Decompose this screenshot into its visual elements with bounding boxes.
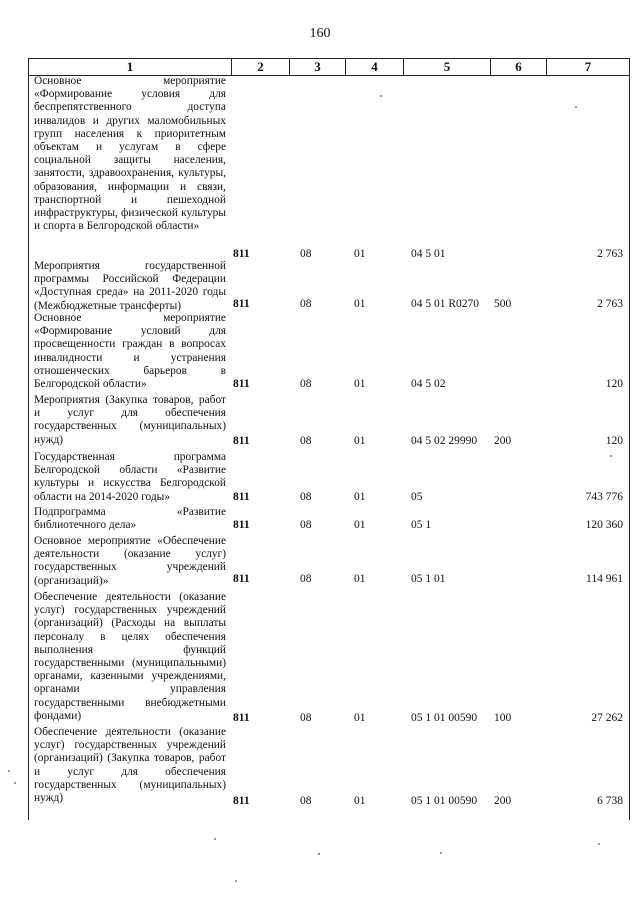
scan-speck xyxy=(235,880,237,882)
header-col-5: 5 xyxy=(403,59,490,75)
cell-amount: 120 xyxy=(605,435,623,447)
table-row xyxy=(29,260,629,316)
cell-section: 08 xyxy=(300,573,312,585)
cell-target-article: 04 5 01 xyxy=(411,248,446,260)
scan-speck xyxy=(380,95,382,97)
cell-amount: 2 763 xyxy=(597,298,623,310)
cell-subsection: 01 xyxy=(354,573,366,585)
header-col-1: 1 xyxy=(126,59,134,74)
budget-table xyxy=(28,58,630,820)
table-row xyxy=(29,394,629,450)
table-header-row xyxy=(29,58,629,76)
cell-subsection: 01 xyxy=(354,795,366,807)
row-description: Основное мероприятие «Формирование условия для беспрепятственного доступа инвалидов и других маломобильных групп населения к приоритетным объектам и услугам в сфере социальной защиты населения, занятости, здравоохранения, культуры, образования, информации и связи, транспортной и пешеходной инфраструктуры, физической культуры и спорта в Белгородской области» xyxy=(34,75,226,233)
row-description: Основное мероприятие «Формирование условий для просвещенности граждан в вопросах инвалидности и устранения отношенческих барьеров в Белгородской области» xyxy=(34,312,226,391)
cell-amount: 2 763 xyxy=(597,248,623,260)
cell-target-article: 04 5 02 xyxy=(411,378,446,390)
table-row xyxy=(29,506,629,536)
cell-ministry: 811 xyxy=(233,573,250,585)
cell-section: 08 xyxy=(300,378,312,390)
scan-speck xyxy=(610,455,612,457)
cell-ministry: 811 xyxy=(233,491,250,503)
cell-section: 08 xyxy=(300,435,312,447)
cell-target-article: 05 1 01 00590 xyxy=(411,795,478,807)
header-col-7: 7 xyxy=(546,59,629,75)
table-row xyxy=(29,591,629,727)
cell-section: 08 xyxy=(300,712,312,724)
header-col-3: 3 xyxy=(289,59,345,75)
cell-subsection: 01 xyxy=(354,491,366,503)
cell-target-article: 05 1 01 00590 xyxy=(411,712,478,724)
cell-subsection: 01 xyxy=(354,435,366,447)
scan-speck xyxy=(14,782,16,784)
cell-amount: 27 262 xyxy=(591,712,623,724)
cell-target-article: 05 1 01 xyxy=(411,573,446,585)
cell-amount: 114 961 xyxy=(586,573,623,585)
cell-expense-type: 200 xyxy=(494,795,512,807)
header-col-2: 2 xyxy=(231,59,289,75)
cell-expense-type: 100 xyxy=(494,712,512,724)
table-row xyxy=(29,75,629,266)
row-description: Мероприятия государственной программы Российской Федерации «Доступная среда» на 2011-2020 годы (Межбюджетные трансферты) xyxy=(34,260,226,312)
cell-ministry: 811 xyxy=(233,519,250,531)
cell-amount: 743 776 xyxy=(585,491,623,503)
cell-section: 08 xyxy=(300,795,312,807)
cell-expense-type: 500 xyxy=(494,298,512,310)
cell-amount: 6 738 xyxy=(597,795,623,807)
cell-section: 08 xyxy=(300,519,312,531)
table-row xyxy=(29,312,629,394)
cell-ministry: 811 xyxy=(233,298,250,310)
scan-speck xyxy=(8,770,10,772)
cell-amount: 120 360 xyxy=(585,519,623,531)
page-number: 160 xyxy=(309,26,331,41)
cell-expense-type: 200 xyxy=(494,435,512,447)
scan-speck xyxy=(318,853,320,855)
cell-subsection: 01 xyxy=(354,712,366,724)
cell-ministry: 811 xyxy=(233,712,250,724)
cell-ministry: 811 xyxy=(233,795,250,807)
table-row xyxy=(29,535,629,591)
row-description: Основное мероприятие «Обеспечение деятельности (оказание услуг) государственных учреждений (организаций)» xyxy=(34,535,226,587)
scan-speck xyxy=(440,852,442,854)
cell-ministry: 811 xyxy=(233,248,250,260)
row-description: Подпрограмма «Развитие библиотечного дела» xyxy=(34,506,226,532)
cell-ministry: 811 xyxy=(233,378,250,390)
cell-target-article: 04 5 02 29990 xyxy=(411,435,478,447)
cell-section: 08 xyxy=(300,298,312,310)
cell-subsection: 01 xyxy=(354,378,366,390)
cell-amount: 120 xyxy=(605,378,623,390)
header-col-4: 4 xyxy=(345,59,403,75)
table-row xyxy=(29,726,629,820)
cell-subsection: 01 xyxy=(354,519,366,531)
table-row xyxy=(29,451,629,507)
scan-speck xyxy=(575,106,577,108)
cell-target-article: 05 xyxy=(411,491,423,503)
row-description: Обеспечение деятельности (оказание услуг) государственных учреждений (организаций) (Расходы на выплаты персоналу в целях обеспечения выполнения функций государственными (муниципальными) органами, казенными учреждениями, органами управления государственными внебюджетными фондами) xyxy=(34,591,226,722)
cell-subsection: 01 xyxy=(354,248,366,260)
cell-section: 08 xyxy=(300,248,312,260)
row-description: Мероприятия (Закупка товаров, работ и услуг для обеспечения государственных (муниципальных) нужд) xyxy=(34,394,226,446)
row-description: Государственная программа Белгородской области «Развитие культуры и искусства Белгородской области на 2014-2020 годы» xyxy=(34,451,226,503)
cell-ministry: 811 xyxy=(233,435,250,447)
scan-speck xyxy=(598,843,600,845)
cell-section: 08 xyxy=(300,491,312,503)
row-description: Обеспечение деятельности (оказание услуг) государственных учреждений (организаций) (Закупка товаров, работ и услуг для обеспечения государственных (муниципальных) нужд) xyxy=(34,726,226,805)
scan-speck xyxy=(214,838,216,840)
cell-target-article: 04 5 01 R0270 xyxy=(411,298,480,310)
cell-target-article: 05 1 xyxy=(411,519,432,531)
header-col-6: 6 xyxy=(490,59,546,75)
cell-subsection: 01 xyxy=(354,298,366,310)
